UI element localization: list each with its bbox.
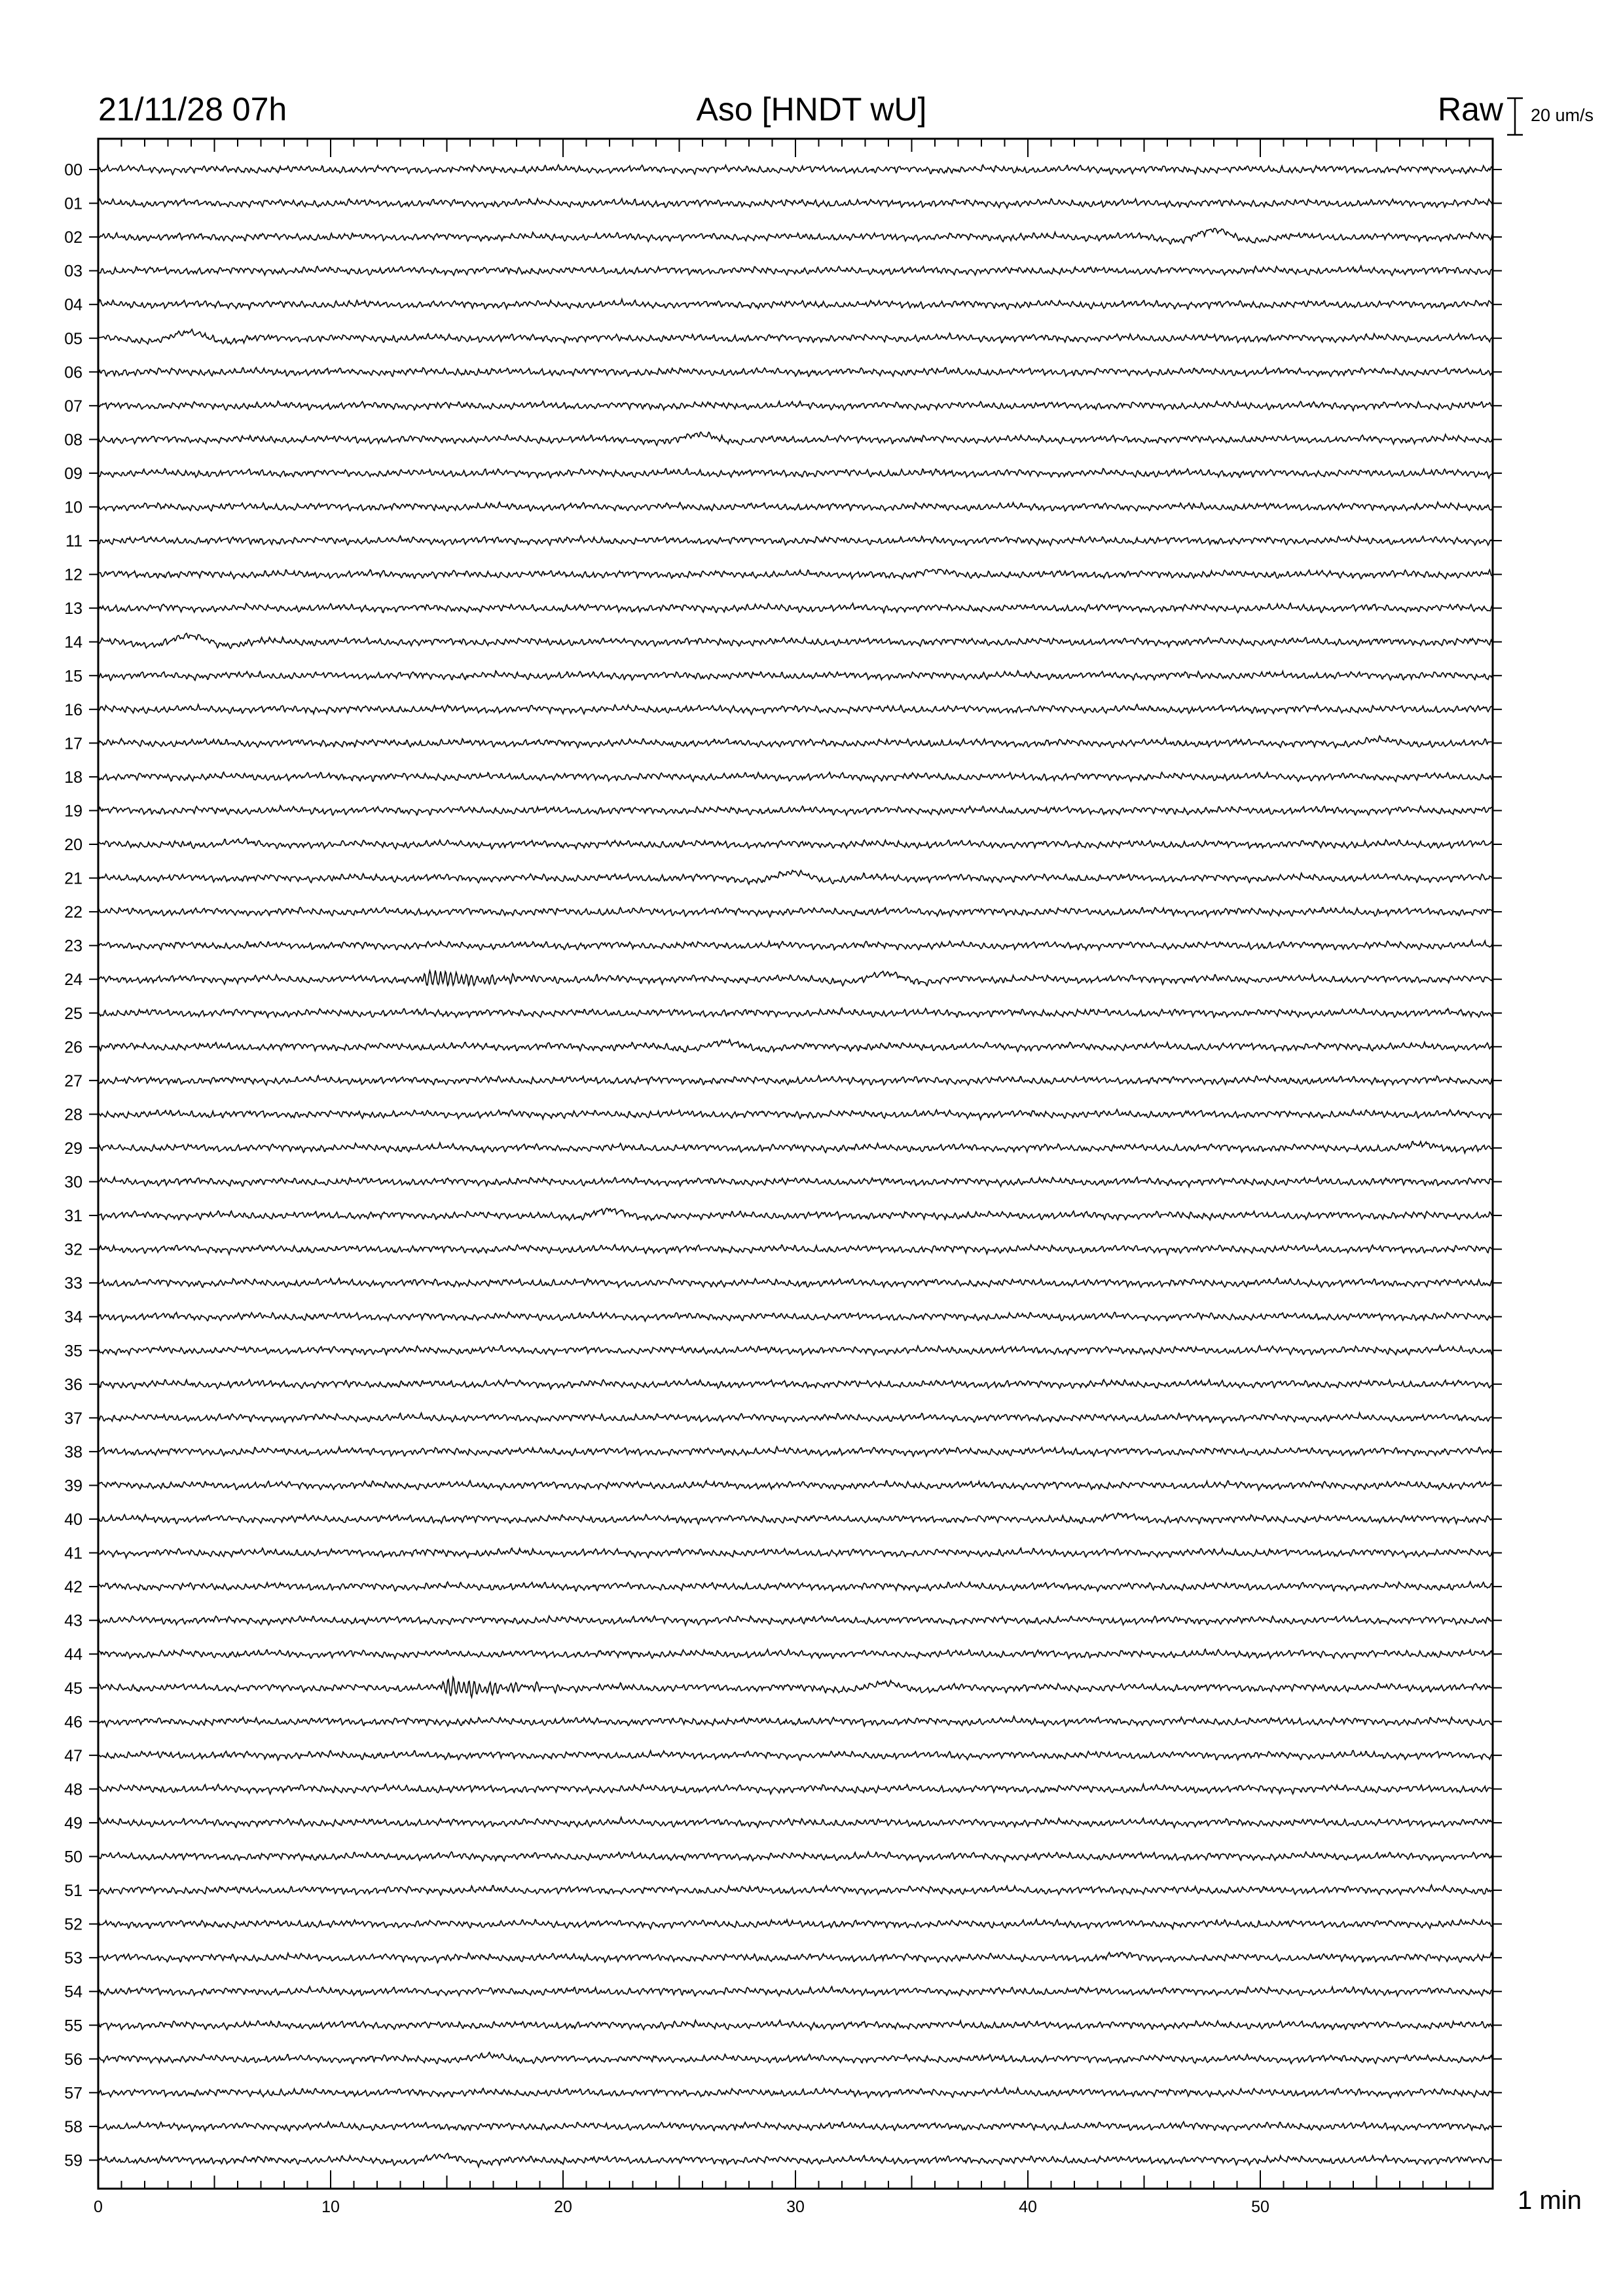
trace-row-05 [98, 329, 1493, 344]
trace-row-16 [98, 704, 1493, 715]
row-label-09: 09 [64, 464, 82, 483]
row-label-14: 14 [64, 633, 82, 652]
row-label-41: 41 [64, 1544, 82, 1563]
trace-row-28 [98, 1109, 1493, 1120]
trace-row-24 [98, 971, 1493, 986]
trace-row-44 [98, 1649, 1493, 1659]
row-label-54: 54 [64, 1982, 82, 2001]
trace-row-08 [98, 432, 1493, 446]
row-label-22: 22 [64, 903, 82, 922]
trace-row-00 [98, 165, 1493, 175]
tick-group [89, 139, 1502, 2216]
row-label-11: 11 [65, 532, 82, 551]
trace-row-31 [98, 1208, 1493, 1220]
row-label-19: 19 [64, 802, 82, 821]
trace-row-27 [98, 1075, 1493, 1085]
row-label-20: 20 [64, 836, 82, 854]
trace-row-04 [98, 299, 1493, 310]
row-label-36: 36 [64, 1375, 82, 1394]
scale-label: 20 um/s [1531, 105, 1594, 125]
trace-row-13 [98, 603, 1493, 613]
trace-row-34 [98, 1312, 1493, 1321]
trace-row-01 [98, 199, 1493, 208]
trace-row-25 [98, 1008, 1493, 1018]
trace-row-06 [98, 367, 1493, 376]
trace-row-54 [98, 1986, 1493, 1996]
row-label-31: 31 [64, 1207, 82, 1226]
x-tick-label-20: 20 [554, 2198, 572, 2216]
row-label-10: 10 [64, 498, 82, 517]
row-label-28: 28 [64, 1105, 82, 1124]
trace-row-55 [98, 2020, 1493, 2030]
row-label-35: 35 [64, 1342, 82, 1361]
row-label-55: 55 [64, 2017, 82, 2036]
trace-row-12 [98, 569, 1493, 579]
trace-row-49 [98, 1818, 1493, 1828]
row-label-group [64, 161, 82, 2170]
row-label-05: 05 [64, 329, 82, 348]
trace-row-02 [98, 228, 1493, 244]
trace-row-57 [98, 2088, 1493, 2098]
x-tick-label-30: 30 [786, 2198, 805, 2216]
row-label-07: 07 [64, 397, 82, 416]
row-label-15: 15 [64, 667, 82, 686]
trace-row-43 [98, 1616, 1493, 1626]
trace-row-50 [98, 1852, 1493, 1861]
trace-row-47 [98, 1751, 1493, 1761]
row-label-16: 16 [64, 700, 82, 719]
row-label-39: 39 [64, 1477, 82, 1496]
row-label-00: 00 [64, 161, 82, 179]
trace-row-52 [98, 1920, 1493, 1929]
row-label-12: 12 [64, 565, 82, 584]
row-label-26: 26 [64, 1038, 82, 1057]
row-label-34: 34 [64, 1308, 82, 1327]
row-label-50: 50 [64, 1848, 82, 1867]
trace-row-46 [98, 1716, 1493, 1727]
station-title: Aso [HNDT wU] [696, 91, 927, 128]
row-label-51: 51 [64, 1882, 82, 1901]
row-label-04: 04 [64, 296, 82, 315]
row-label-30: 30 [64, 1173, 82, 1192]
x-tick-label-50: 50 [1251, 2198, 1269, 2216]
row-label-47: 47 [64, 1746, 82, 1765]
row-label-02: 02 [64, 228, 82, 247]
trace-row-18 [98, 772, 1493, 782]
trace-row-03 [98, 266, 1493, 276]
row-label-18: 18 [64, 768, 82, 787]
trace-row-14 [98, 634, 1493, 649]
row-label-33: 33 [64, 1274, 82, 1293]
trace-row-45 [98, 1677, 1493, 1698]
trace-row-19 [98, 806, 1493, 816]
mode-label: Raw [1437, 91, 1503, 128]
trace-row-32 [98, 1245, 1493, 1255]
trace-row-38 [98, 1446, 1493, 1456]
trace-row-53 [98, 1952, 1493, 1963]
row-label-40: 40 [64, 1511, 82, 1529]
row-label-27: 27 [64, 1071, 82, 1090]
trace-row-11 [98, 536, 1493, 546]
row-label-24: 24 [64, 971, 82, 990]
row-label-25: 25 [64, 1004, 82, 1023]
trace-row-39 [98, 1480, 1493, 1490]
row-label-08: 08 [64, 431, 82, 450]
row-label-44: 44 [64, 1645, 82, 1664]
trace-row-10 [98, 502, 1493, 511]
row-label-49: 49 [64, 1814, 82, 1833]
row-label-01: 01 [64, 194, 82, 213]
trace-row-26 [98, 1039, 1493, 1052]
trace-row-07 [98, 401, 1493, 411]
row-label-13: 13 [64, 600, 82, 619]
trace-row-51 [98, 1885, 1493, 1895]
x-tick-label-10: 10 [321, 2198, 340, 2216]
row-label-43: 43 [64, 1611, 82, 1630]
trace-row-15 [98, 671, 1493, 681]
trace-row-56 [98, 2053, 1493, 2064]
trace-row-36 [98, 1380, 1493, 1390]
trace-row-17 [98, 736, 1493, 747]
trace-row-29 [98, 1141, 1493, 1153]
row-label-38: 38 [64, 1443, 82, 1462]
trace-row-21 [98, 870, 1493, 884]
row-label-06: 06 [64, 363, 82, 382]
trace-row-22 [98, 907, 1493, 917]
row-label-42: 42 [64, 1578, 82, 1597]
trace-row-41 [98, 1548, 1493, 1558]
row-label-57: 57 [64, 2084, 82, 2103]
trace-row-23 [98, 941, 1493, 950]
row-label-53: 53 [64, 1949, 82, 1968]
x-tick-label-40: 40 [1019, 2198, 1037, 2216]
trace-row-35 [98, 1346, 1493, 1355]
row-label-45: 45 [64, 1679, 82, 1698]
row-label-29: 29 [64, 1139, 82, 1158]
row-label-03: 03 [64, 262, 82, 281]
plot-frame [98, 139, 1493, 2189]
row-label-32: 32 [64, 1240, 82, 1259]
x-tick-label-0: 0 [94, 2198, 103, 2216]
trace-row-33 [98, 1278, 1493, 1287]
trace-row-37 [98, 1413, 1493, 1423]
datetime-label: 21/11/28 07h [98, 91, 287, 128]
trace-row-42 [98, 1582, 1493, 1592]
trace-group [98, 165, 1493, 2167]
row-label-23: 23 [64, 937, 82, 956]
trace-row-20 [98, 838, 1493, 849]
row-label-37: 37 [64, 1409, 82, 1428]
row-label-21: 21 [64, 869, 82, 888]
x-axis-unit-label: 1 min [1518, 2186, 1582, 2215]
trace-row-30 [98, 1177, 1493, 1187]
row-label-46: 46 [64, 1713, 82, 1732]
trace-row-59 [98, 2153, 1493, 2167]
row-label-59: 59 [64, 2151, 82, 2170]
trace-row-09 [98, 469, 1493, 478]
row-label-56: 56 [64, 2050, 82, 2069]
row-label-17: 17 [64, 734, 82, 753]
trace-row-48 [98, 1784, 1493, 1794]
trace-row-58 [98, 2122, 1493, 2132]
row-label-58: 58 [64, 2117, 82, 2136]
row-label-52: 52 [64, 1915, 82, 1934]
trace-row-40 [98, 1513, 1493, 1524]
row-label-48: 48 [64, 1780, 82, 1799]
